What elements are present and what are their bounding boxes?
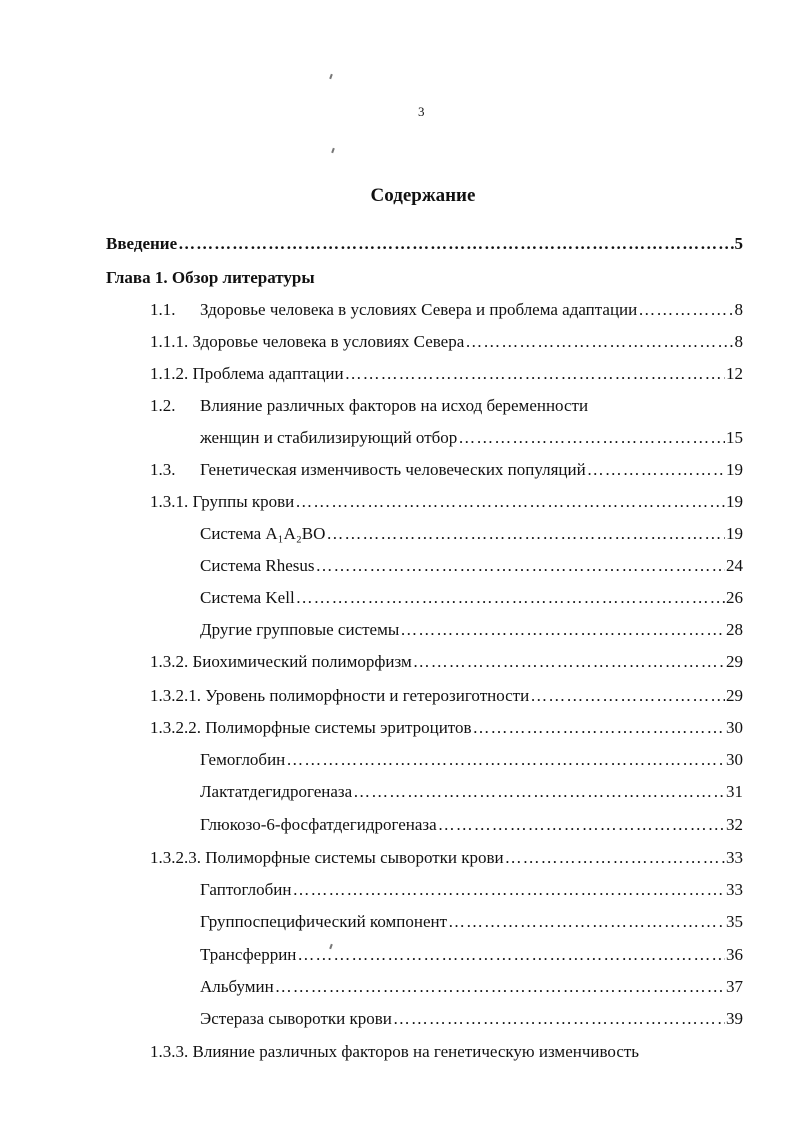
toc-entry	[150, 396, 743, 418]
toc-entry-title: 1.3.2.1. Уровень полиморфности и гетерозиготности	[150, 686, 530, 705]
toc-entry-title: 1.1.2. Проблема адаптации	[150, 364, 344, 383]
dot-leader	[345, 364, 725, 384]
dot-leader	[458, 428, 725, 448]
toc-entry	[106, 268, 743, 290]
toc-entry-page: 8	[734, 332, 743, 351]
toc-entry	[200, 524, 743, 546]
dot-leader	[295, 492, 725, 512]
toc-entry-title: 1.3.1. Группы крови	[150, 492, 295, 511]
toc-entry-title: Лактатдегидрогеназа	[200, 782, 353, 801]
dot-leader	[465, 332, 733, 352]
toc-entry-page: 26	[726, 588, 743, 607]
toc-entry-title: Генетическая изменчивость человеческих популяций	[200, 460, 586, 479]
toc-entry	[150, 652, 743, 674]
toc-entry-title: Гемоглобин	[200, 750, 286, 769]
toc-entry-page: 19	[726, 524, 743, 543]
toc-entry-page: 31	[726, 782, 743, 801]
toc-entry-title: Система Rhesus	[200, 556, 315, 575]
toc-entry-page: 33	[726, 880, 743, 899]
toc-entry-page: 24	[726, 556, 743, 575]
toc-entry	[150, 364, 743, 386]
toc-entry-page: 29	[726, 686, 743, 705]
dot-leader	[438, 815, 725, 835]
toc-entry-page: 5	[734, 234, 743, 253]
toc-entry-page: 30	[726, 718, 743, 737]
dot-leader	[400, 620, 725, 640]
toc-entry-title: Влияние различных факторов на исход беременности	[200, 396, 589, 415]
toc-entry-title: Глава 1. Обзор литературы	[106, 268, 315, 287]
toc-entry	[200, 912, 743, 934]
toc-entry-page: 28	[726, 620, 743, 639]
toc-entry-number: 1.1.	[150, 300, 176, 319]
toc-entry-page: 35	[726, 912, 743, 931]
toc-entry	[200, 815, 743, 837]
toc-entry	[200, 428, 743, 450]
toc-entry-number: 1.3.	[150, 460, 176, 479]
toc-entry-number: 1.2.	[150, 396, 176, 415]
toc-entry-page: 19	[726, 492, 743, 511]
scan-speck	[331, 148, 335, 153]
dot-leader	[638, 300, 733, 320]
dot-leader	[326, 524, 725, 544]
toc-entry-title: 1.1.1. Здоровье человека в условиях Севера	[150, 332, 465, 351]
scan-speck	[329, 74, 333, 79]
toc-entry	[150, 848, 743, 870]
dot-leader	[353, 782, 725, 802]
page-number: 3	[418, 104, 425, 119]
dot-leader	[413, 652, 725, 672]
toc-entry	[150, 460, 743, 482]
toc-entry-page: 37	[726, 977, 743, 996]
toc-entry	[200, 880, 743, 902]
toc-entry-title: 1.3.2.2. Полиморфные системы эритроцитов	[150, 718, 472, 737]
toc-entry-title: женщин и стабилизирующий отбор	[200, 428, 458, 447]
toc-entry	[200, 588, 743, 610]
toc-entry	[150, 332, 743, 354]
toc-entry	[150, 686, 743, 708]
toc-entry-title: Система Kell	[200, 588, 295, 607]
toc-entry	[150, 1042, 743, 1064]
toc-entry	[200, 1009, 743, 1031]
toc-entry	[200, 556, 743, 578]
dot-leader	[473, 718, 725, 738]
toc-entry	[106, 234, 743, 256]
dot-leader	[292, 880, 725, 900]
toc-entry-title: Альбумин	[200, 977, 274, 996]
toc-entry	[200, 782, 743, 804]
toc-entry-page: 30	[726, 750, 743, 769]
dot-leader	[275, 977, 725, 997]
toc-entry-title: Группоспецифический компонент	[200, 912, 448, 931]
toc-entry-title: Трансферрин	[200, 945, 297, 964]
toc-entry-title: 1.3.2. Биохимический полиморфизм	[150, 652, 412, 671]
dot-leader	[286, 750, 725, 770]
dot-leader	[316, 556, 725, 576]
toc-entry	[200, 945, 743, 967]
toc-entry	[200, 750, 743, 772]
dot-leader	[296, 588, 725, 608]
toc-entry-page: 36	[726, 945, 743, 964]
dot-leader	[505, 848, 725, 868]
dot-leader	[587, 460, 725, 480]
dot-leader	[448, 912, 725, 932]
toc-entry-page: 33	[726, 848, 743, 867]
toc-entry	[150, 300, 743, 322]
dot-leader	[393, 1009, 725, 1029]
toc-entry-title: 1.3.2.3. Полиморфные системы сыворотки крови	[150, 848, 504, 867]
toc-entry	[200, 620, 743, 642]
toc-entry-page: 39	[726, 1009, 743, 1028]
toc-entry-page: 32	[726, 815, 743, 834]
toc-entry-title: Эстераза сыворотки крови	[200, 1009, 392, 1028]
toc-entry-page: 29	[726, 652, 743, 671]
toc-entry	[200, 977, 743, 999]
toc-entry-page: 15	[726, 428, 743, 447]
toc-entry-title: Гаптоглобин	[200, 880, 292, 899]
page-title: Содержание	[370, 185, 476, 206]
toc-entry-title: Система A₁A₂BO	[200, 524, 326, 543]
toc-entry	[150, 492, 743, 514]
toc-entry-page: 12	[726, 364, 743, 383]
dot-leader	[530, 686, 725, 706]
toc-entry-page: 8	[734, 300, 743, 319]
toc-entry-page: 19	[726, 460, 743, 479]
dot-leader	[178, 234, 733, 254]
toc-entry-title: Глюкозо-6-фосфатдегидрогеназа	[200, 815, 437, 834]
dot-leader	[297, 945, 725, 965]
toc-entry-title: Введение	[106, 234, 178, 253]
toc-entry-title: Здоровье человека в условиях Севера и проблема адаптации	[200, 300, 638, 319]
toc-entry	[150, 718, 743, 740]
toc-entry-title: 1.3.3. Влияние различных факторов на генетическую изменчивость	[150, 1042, 640, 1061]
toc-entry-title: Другие групповые системы	[200, 620, 400, 639]
